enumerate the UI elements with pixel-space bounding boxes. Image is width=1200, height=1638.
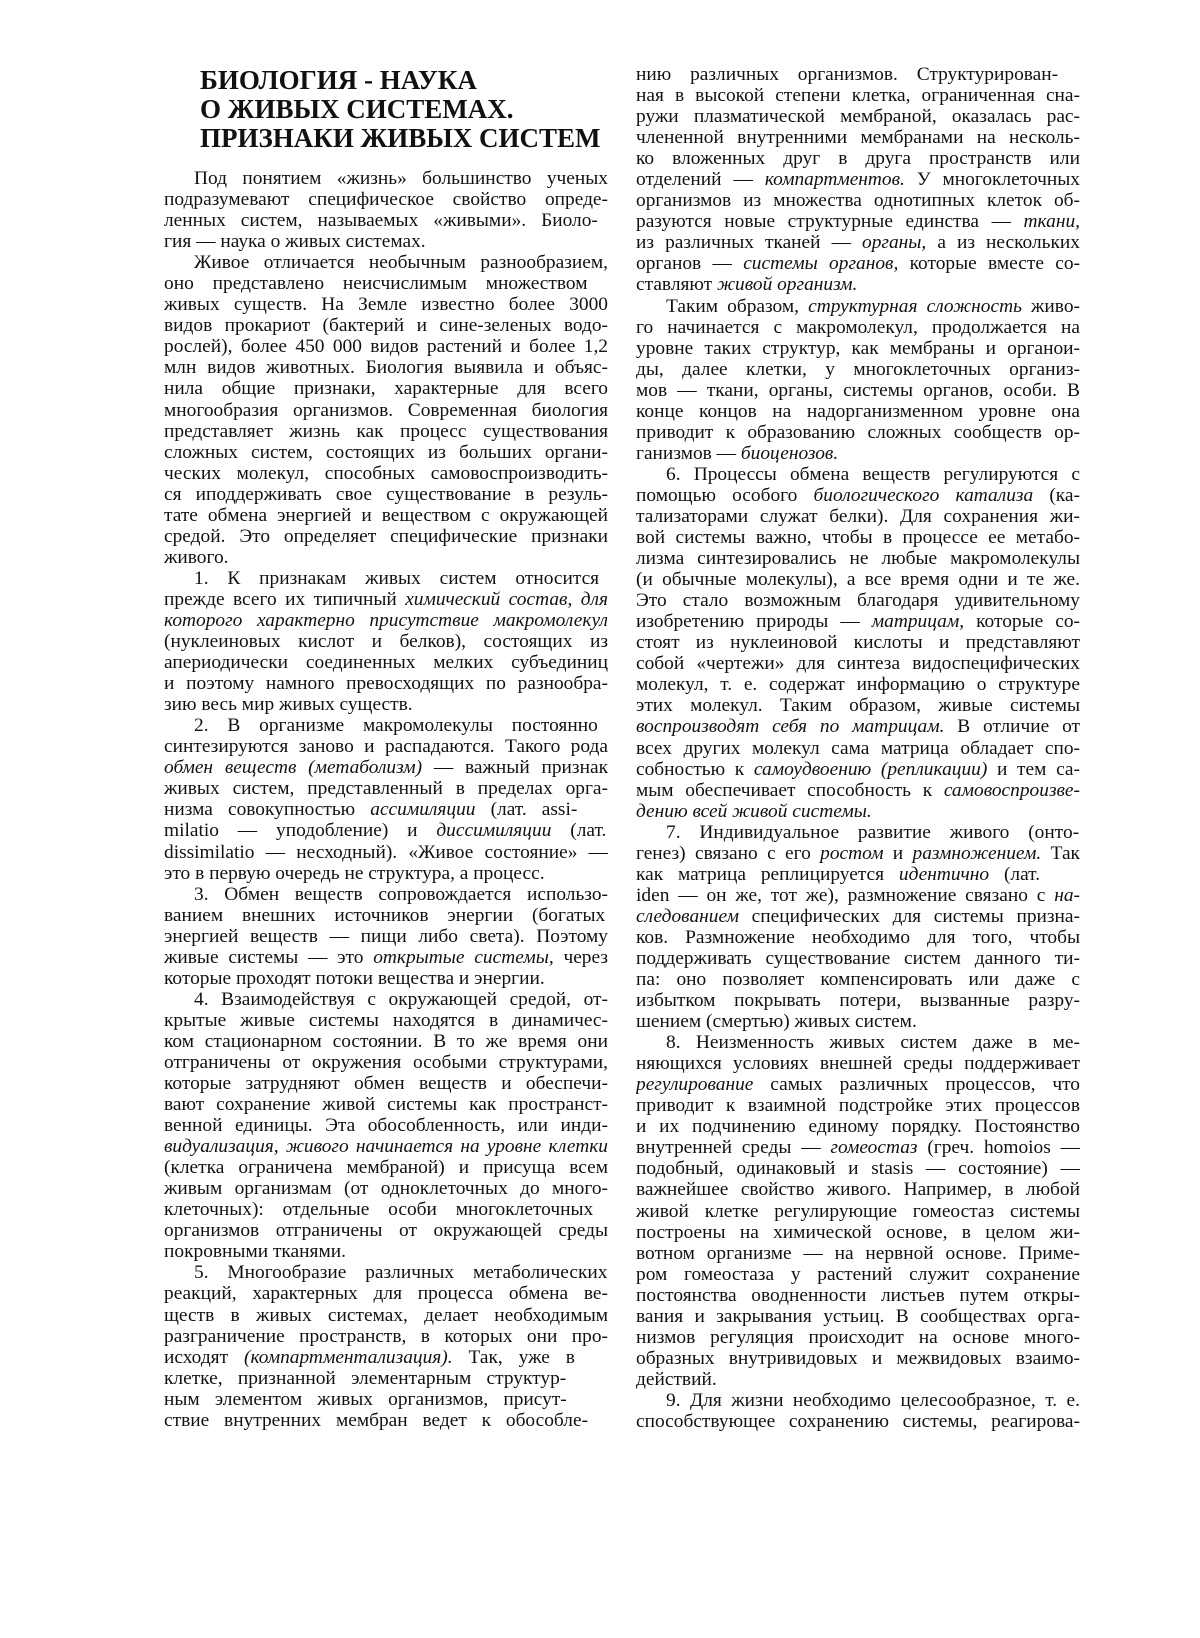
text-line <box>164 610 608 631</box>
text-line: 9. Для жизни необходимо целесообразное, т. е. <box>666 1389 1080 1411</box>
italic-text: химический состав, для <box>405 588 608 610</box>
text-run: органов — <box>636 253 744 275</box>
text-line: стоят из нуклеиновой кислоты и представляют <box>636 632 1080 654</box>
text-line: подобный, одинаковый и stasis — состояние) — <box>636 1158 1080 1180</box>
text-line <box>636 485 1080 506</box>
text-run: ганизмов — <box>636 442 741 464</box>
text-line: приводит к образованию сложных сообществ ор- <box>636 421 1080 443</box>
text-line <box>636 864 1080 885</box>
text-run: помощью особого <box>636 484 814 506</box>
title-line: БИОЛОГИЯ - НАУКА <box>200 65 477 95</box>
text-run: которые со- <box>964 611 1080 633</box>
text-line: апериодически соединенных мелких субъединиц <box>164 652 608 674</box>
text-line: уровне таких структур, как мембраны и органои- <box>636 337 1080 359</box>
text-line <box>636 611 1080 632</box>
text-line: крытые живые системы находятся в динамичес- <box>164 1009 608 1031</box>
text-line: вают сохранение живой системы как пространст- <box>164 1094 608 1116</box>
text-line: шением (смертью) живых систем. <box>636 1011 917 1033</box>
text-run: изобретению природы — <box>636 611 872 633</box>
text-line: ко вложенных друг в друга пространств или <box>636 148 1080 170</box>
italic-text: которого характерно присутствие макромолекул <box>164 609 608 631</box>
text-line <box>164 947 608 968</box>
italic-text: живой организм. <box>716 274 858 296</box>
text-line: 4. Взаимодействуя с окружающей средой, от- <box>194 988 608 1010</box>
text-line: ром гомеостаза у растений служит сохранение <box>636 1263 1080 1285</box>
italic-text: органы, <box>862 232 927 254</box>
text-line: подразумевают специфическое свойство опреде- <box>164 189 608 211</box>
italic-text: самовоспроизве- <box>943 779 1080 801</box>
text-line <box>164 589 608 610</box>
text-line: организмов отграничены от окружающей среды <box>164 1220 608 1242</box>
text-run: из различных тканей — <box>636 232 863 254</box>
text-line: это в первую очередь не структура, а процесс. <box>164 862 545 884</box>
text-run: собностью к <box>636 758 754 780</box>
text-line: (клетка ограничена мембраной) и присуща всем <box>164 1157 608 1179</box>
text-line: ленных систем, называемых «живыми». Биоло- <box>164 210 598 232</box>
text-run: (лат. <box>551 820 607 842</box>
text-line: живым организмам (от одноклеточных до много- <box>164 1178 608 1200</box>
text-run: (лат. assi- <box>475 799 578 821</box>
italic-text: ткани, <box>1023 211 1080 233</box>
text-line: 7. Индивидуальное развитие живого (онто- <box>666 821 1080 843</box>
italic-text: регулирование <box>636 1074 754 1096</box>
text-run: ставляют <box>636 274 717 296</box>
title-line: ПРИЗНАКИ ЖИВЫХ СИСТЕМ <box>200 123 601 153</box>
text-line: постоянства оводненности листьев путем откры- <box>636 1284 1080 1306</box>
text-line: млн видов животных. Биология выявила и объяс- <box>164 357 608 379</box>
text-line: энергией веществ — пищи либо света). Поэтому <box>164 925 608 947</box>
text-run: (греч. homoios — <box>917 1137 1080 1159</box>
text-run: внутренней среды — <box>636 1137 831 1159</box>
text-run: генез) связано с его <box>636 842 821 864</box>
text-run: которые вместе со- <box>898 253 1080 275</box>
text-line <box>636 1137 1080 1158</box>
text-line: ческих молекул, способных самовоспроизводить- <box>164 462 608 484</box>
italic-text: самоудвоению (репликации) <box>753 758 988 780</box>
text-run: и тем са- <box>987 758 1080 780</box>
text-run: — важный признак <box>422 757 608 779</box>
text-line <box>636 253 1080 274</box>
text-line <box>636 1074 1080 1095</box>
text-line: го начинается с макромолекул, продолжается на <box>636 316 1080 338</box>
text-line <box>636 274 1080 295</box>
text-line: живой клетке регулирующие гомеостаз системы <box>636 1200 1080 1222</box>
text-line: этих молекул. Таким образом, живые системы <box>636 695 1080 717</box>
title-line: О ЖИВЫХ СИСТЕМАХ. <box>200 94 514 124</box>
text-line: зию весь мир живых существ. <box>164 694 413 716</box>
italic-text: идентично <box>898 863 990 885</box>
text-run: через <box>553 946 608 968</box>
text-run: Таким образом, <box>666 295 809 317</box>
text-line: члененной внутренними мембранами на несколь- <box>636 127 1080 149</box>
text-line: действий. <box>636 1368 717 1390</box>
text-line: вотном организме — на нервной основе. Приме- <box>636 1242 1080 1264</box>
italic-text: следованием <box>636 905 739 927</box>
italic-text: биоценозов. <box>740 442 839 464</box>
text-line: тализаторами служат белки). Для сохранения жи- <box>636 505 1080 527</box>
text-run: В отличие от <box>944 716 1080 738</box>
text-line <box>636 780 1080 801</box>
text-line: поддерживать существование систем данного ти- <box>636 947 1080 969</box>
text-line <box>636 211 1080 232</box>
text-line: венной единицы. Эта обособленность, или инди- <box>164 1115 608 1137</box>
italic-text: ассимиляции <box>370 799 476 821</box>
text-run: У многоклеточных <box>904 169 1080 191</box>
text-line: важнейшее свойство живого. Например, в любой <box>636 1179 1080 1201</box>
text-line: образных внутривидовых и межвидовых взаимо- <box>636 1347 1080 1369</box>
text-line <box>164 799 608 820</box>
text-line: Под понятием «жизнь» большинство ученых <box>194 168 608 189</box>
text-line: оно представлено неисчислимым множеством <box>164 273 588 295</box>
text-line: и поэтому намного превосходящих по разнообра- <box>164 673 608 695</box>
text-line: (нуклеиновых кислот и белков), состоящих из <box>164 631 608 653</box>
text-line: построены на химической основе, в целом жи- <box>636 1221 1080 1243</box>
text-line: 3. Обмен веществ сопровождается использо- <box>194 883 608 905</box>
text-line: рослей), более 450 000 видов растений и более 1,2 <box>164 336 608 358</box>
text-run: (ка- <box>1033 484 1080 506</box>
italic-text: дению всей живой системы. <box>636 800 872 822</box>
italic-text: размножением. <box>912 842 1042 864</box>
text-line: нила общие признаки, характерные для всего <box>164 378 608 400</box>
text-line: живых существ. На Земле известно более 3000 <box>164 294 608 316</box>
text-line: молекул, т. е. содержат информацию о структуре <box>636 674 1080 696</box>
text-line: гия — наука о живых системах. <box>164 231 426 253</box>
text-line: представляет жизнь как процесс существования <box>164 420 608 442</box>
italic-text: диссимиляции <box>436 820 552 842</box>
text-line: реакций, характерных для процесса обмена ве- <box>164 1283 608 1305</box>
text-line: няющихся условиях внешней среды поддерживает <box>636 1053 1080 1075</box>
text-run: как матрица реплицируется <box>636 863 899 885</box>
text-line <box>164 1347 608 1368</box>
text-line: способствующее сохранению системы, реагирова- <box>636 1411 1080 1432</box>
text-line <box>636 232 1080 253</box>
text-line: средой. Это определяет специфические признаки <box>164 525 608 547</box>
text-line: ся иподдерживать свое существование в резуль- <box>164 483 608 505</box>
text-run: (лат. <box>989 863 1041 885</box>
text-line: Живое отличается необычным разнообразием, <box>194 252 608 274</box>
text-line <box>164 1136 608 1157</box>
text-run: iden — он же, тот же), размножение связано с <box>636 884 1055 906</box>
text-column-left <box>164 168 608 1431</box>
text-line: видов прокариот (бактерий и сине-зеленых водо- <box>164 315 608 337</box>
italic-text: на- <box>1054 884 1080 906</box>
text-line: мов — ткани, органы, системы органов, особи. В <box>636 379 1080 401</box>
text-line: которые затрудняют обмен веществ и обеспечи- <box>164 1073 608 1095</box>
text-line: 6. Процессы обмена веществ регулируются с <box>666 463 1080 485</box>
text-run: milatio — уподобление) и <box>164 820 437 842</box>
italic-text: ростом <box>820 842 884 864</box>
text-line: организмов из множества однотипных клеток об- <box>636 190 1080 212</box>
text-line: ствие внутренних мембран ведет к обособле- <box>164 1409 589 1431</box>
italic-text: системы органов, <box>743 253 899 275</box>
text-run: разуются новые структурные единства — <box>636 211 1024 233</box>
text-line: dissimilatio — несходный). «Живое состояние» — <box>164 841 608 863</box>
text-line: клетке, признанной элементарным структур- <box>164 1367 567 1389</box>
text-line: низмов регуляция происходит на основе много- <box>636 1326 1080 1348</box>
text-line: отграничены от окружения особыми структурами, <box>164 1051 608 1073</box>
text-line: 5. Многообразие различных метаболических <box>194 1262 608 1284</box>
text-line: лизма синтезировались не любые макромолекулы <box>636 548 1080 570</box>
italic-text: гомеостаз <box>830 1137 918 1159</box>
text-run: прежде всего их типичный <box>164 588 406 610</box>
text-line: 1. К признакам живых систем относится <box>194 567 600 589</box>
text-line: приводит к взаимной подстройке этих процессов <box>636 1095 1080 1117</box>
italic-text: матрицам, <box>871 611 965 633</box>
text-line: живых систем, представленный в пределах орга- <box>164 778 608 800</box>
text-line <box>636 906 1080 927</box>
text-line: (и обычные молекулы), а все время одни и те же. <box>636 569 1080 591</box>
text-line <box>636 759 1080 780</box>
text-run: специфических для системы призна- <box>738 905 1080 927</box>
text-run: живые системы — это <box>164 946 374 968</box>
text-line: ружи плазматической мембраной, оказалась рас- <box>636 106 1080 128</box>
text-line: тате обмена энергией и веществом с окружающей <box>164 504 608 526</box>
text-line: живого. <box>164 546 229 568</box>
text-line: па: оно позволяет компенсировать или даже с <box>636 969 1080 991</box>
text-line: клеточных): отдельные особи многоклеточных <box>164 1199 594 1221</box>
text-line <box>636 843 1080 864</box>
italic-text: открытые системы, <box>373 946 554 968</box>
text-line: 2. В организме макромолекулы постоянно <box>194 715 598 737</box>
text-line <box>636 801 1080 822</box>
text-run: Так <box>1041 842 1080 864</box>
text-line: избытком покрывать потери, вызванные разру- <box>636 990 1080 1012</box>
italic-text: обмен веществ (метаболизм) <box>164 757 423 779</box>
italic-text: компартментов. <box>764 169 905 191</box>
text-line <box>636 885 1080 906</box>
text-line: ществ в живых системах, делает необходимым <box>164 1304 608 1326</box>
text-line: нию различных организмов. Структурирован- <box>636 64 1059 85</box>
text-line: Это стало возможным благодаря удивительному <box>636 590 1080 612</box>
text-line: ная в высокой степени клетка, ограниченная сна- <box>636 85 1080 107</box>
text-run: а из нескольких <box>926 232 1080 254</box>
italic-text: видуализация, живого начинается на уровне клетки <box>164 1136 608 1158</box>
text-line <box>636 296 1080 317</box>
text-run: мым обеспечивает способность к <box>636 779 944 801</box>
text-line: всех других молекул сама матрица обладает спо- <box>636 737 1080 759</box>
text-run: и <box>883 842 913 864</box>
text-column-right <box>636 64 1080 1432</box>
text-line: ком стационарном состоянии. В то же время они <box>164 1030 608 1052</box>
italic-text: биологического катализа <box>813 484 1034 506</box>
text-line <box>636 443 1080 464</box>
text-line: ды, далее клетки, у многоклеточных организ- <box>636 358 1080 380</box>
italic-text: (компартментализация). <box>243 1346 453 1368</box>
text-line: ванием внешних источников энергии (богатых <box>164 904 606 926</box>
text-run: исходят <box>164 1346 244 1368</box>
page-title <box>200 66 640 153</box>
text-run: самых различных процессов, что <box>753 1074 1080 1096</box>
text-line: ным элементом живых организмов, присут- <box>164 1388 567 1410</box>
text-line: конце концов на надорганизменном уровне она <box>636 400 1080 422</box>
italic-text: структурная сложность <box>808 295 1022 317</box>
text-line <box>164 820 608 841</box>
text-line: ков. Размножение необходимо для того, чтобы <box>636 926 1080 948</box>
text-line <box>164 757 608 778</box>
italic-text: воспроизводят себя по матрицам. <box>636 716 945 738</box>
text-line: вания и закрывания устьиц. В сообществах орга- <box>636 1305 1080 1327</box>
text-run: отделений — <box>636 169 765 191</box>
text-line: собой «чертежи» для синтеза видоспецифических <box>636 653 1080 675</box>
text-line <box>636 169 1080 190</box>
text-line: синтезируются заново и распадаются. Такого рода <box>164 736 608 758</box>
text-line: 8. Неизменность живых систем даже в ме- <box>666 1032 1080 1054</box>
text-line: разграничение пространств, в которых они про- <box>164 1325 608 1347</box>
text-line: вой системы важно, чтобы в процессе ее метабо- <box>636 527 1080 549</box>
text-line: которые проходят потоки вещества и энергии. <box>164 967 545 989</box>
text-line: сложных систем, состоящих из больших органи- <box>164 441 608 463</box>
text-line: и их подчинению единому порядку. Постоянство <box>636 1116 1080 1138</box>
text-line <box>636 716 1080 737</box>
text-run: низма совокупностью <box>164 799 371 821</box>
text-run: Так, уже в <box>452 1346 575 1368</box>
text-line: многообразия организмов. Современная биология <box>164 399 608 421</box>
text-line: покровными тканями. <box>164 1241 346 1263</box>
text-run: живо- <box>1021 295 1080 317</box>
